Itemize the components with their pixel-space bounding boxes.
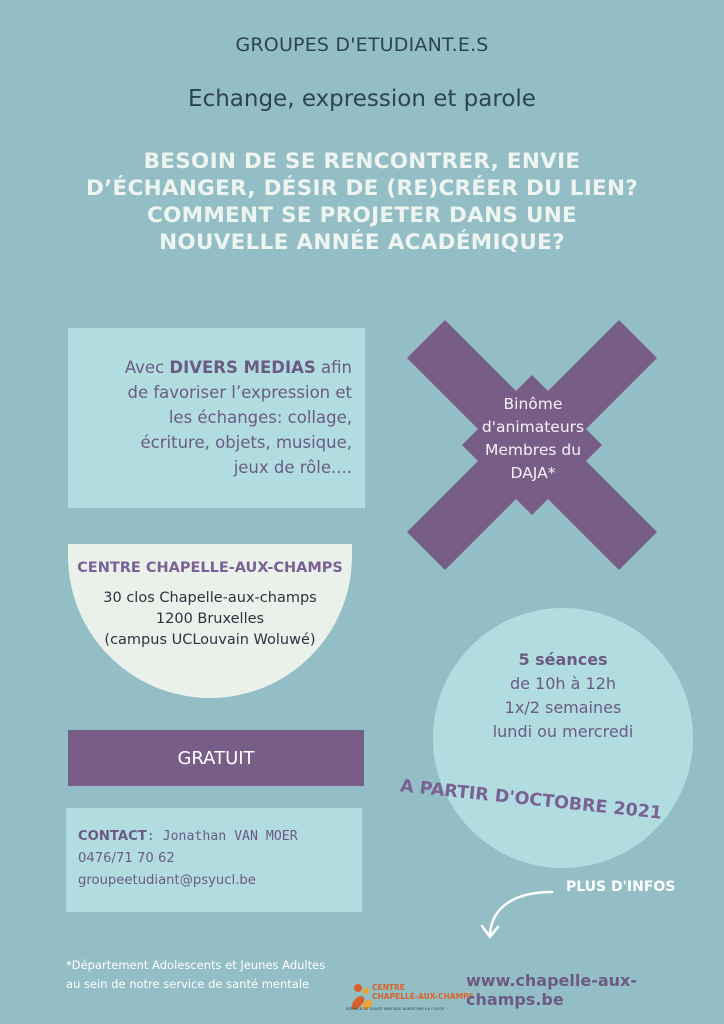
contact-text (78, 826, 358, 892)
media-text (86, 355, 352, 480)
seances-line: lundi ou mercredi (492, 722, 634, 741)
question-line: NOUVELLE ANNÉE ACADÉMIQUE? (159, 230, 565, 255)
question-line: D’ÉCHANGER, DÉSIR DE (RE)CRÉER DU LIEN? (85, 176, 639, 201)
binome-text (438, 393, 628, 485)
question-block (60, 148, 664, 256)
website-link[interactable]: www.chapelle-aux-champs.be (466, 971, 637, 1009)
contact-name: : Jonathan VAN MOER (146, 829, 298, 844)
seances-line: 1x/2 semaines (504, 698, 622, 717)
seances-text (433, 648, 693, 744)
centre-address (68, 588, 352, 651)
footnote-line: au sein de notre service de santé mentale (66, 977, 310, 991)
media-line: jeux de rôle.... (233, 458, 352, 477)
logo-name-line: CHAPELLE-AUX-CHAMPS (372, 992, 474, 1001)
address-line: (campus UCLouvain Woluwé) (104, 632, 316, 648)
poster-title: GROUPES D'ETUDIANT.E.S (235, 34, 489, 56)
address-line: 30 clos Chapelle-aux-champs (103, 590, 317, 606)
question-line: BESOIN DE SE RENCONTRER, ENVIE (143, 149, 581, 174)
media-prefix: Avec (124, 358, 170, 377)
centre-name: CENTRE CHAPELLE-AUX-CHAMPS (77, 560, 343, 576)
seances-count: 5 séances (518, 650, 608, 669)
gratuit-banner: GRATUIT (68, 730, 364, 786)
seances-line: de 10h à 12h (509, 674, 617, 693)
media-line: écriture, objets, musique, (140, 433, 352, 452)
contact-phone[interactable]: 0476/71 70 62 (78, 851, 175, 866)
poster-subtitle: Echange, expression et parole (188, 86, 536, 112)
footnote-line: *Département Adolescents et Jeunes Adultes (66, 958, 326, 972)
more-info-label: PLUS D'INFOS (566, 879, 676, 895)
curved-arrow-icon (476, 888, 556, 943)
footnote (66, 956, 356, 994)
media-line: les échanges: collage, (168, 408, 352, 427)
logo-name-line: CENTRE (372, 983, 405, 992)
start-date-label: A PARTIR D'OCTOBRE 2021 (399, 776, 663, 824)
question-line: COMMENT SE PROJETER DANS UNE (147, 203, 577, 228)
contact-email[interactable]: groupeetudiant@psyucl.be (78, 873, 256, 888)
binome-line: Membres du (484, 441, 582, 459)
contact-label: CONTACT (78, 829, 147, 844)
binome-line: Binôme (503, 395, 563, 413)
logo-tagline: SERVICE DE SANTÉ MENTALE AGRÉÉ PAR LA COCOF (346, 1006, 445, 1011)
address-line: 1200 Bruxelles (155, 611, 265, 627)
binome-line: DAJA* (510, 464, 556, 482)
binome-line: d'animateurs (481, 418, 585, 436)
media-line: de favoriser l’expression et (127, 383, 352, 402)
media-suffix: afin (315, 358, 352, 377)
media-highlight: DIVERS MEDIAS (169, 358, 316, 377)
logo-name (372, 983, 474, 1001)
